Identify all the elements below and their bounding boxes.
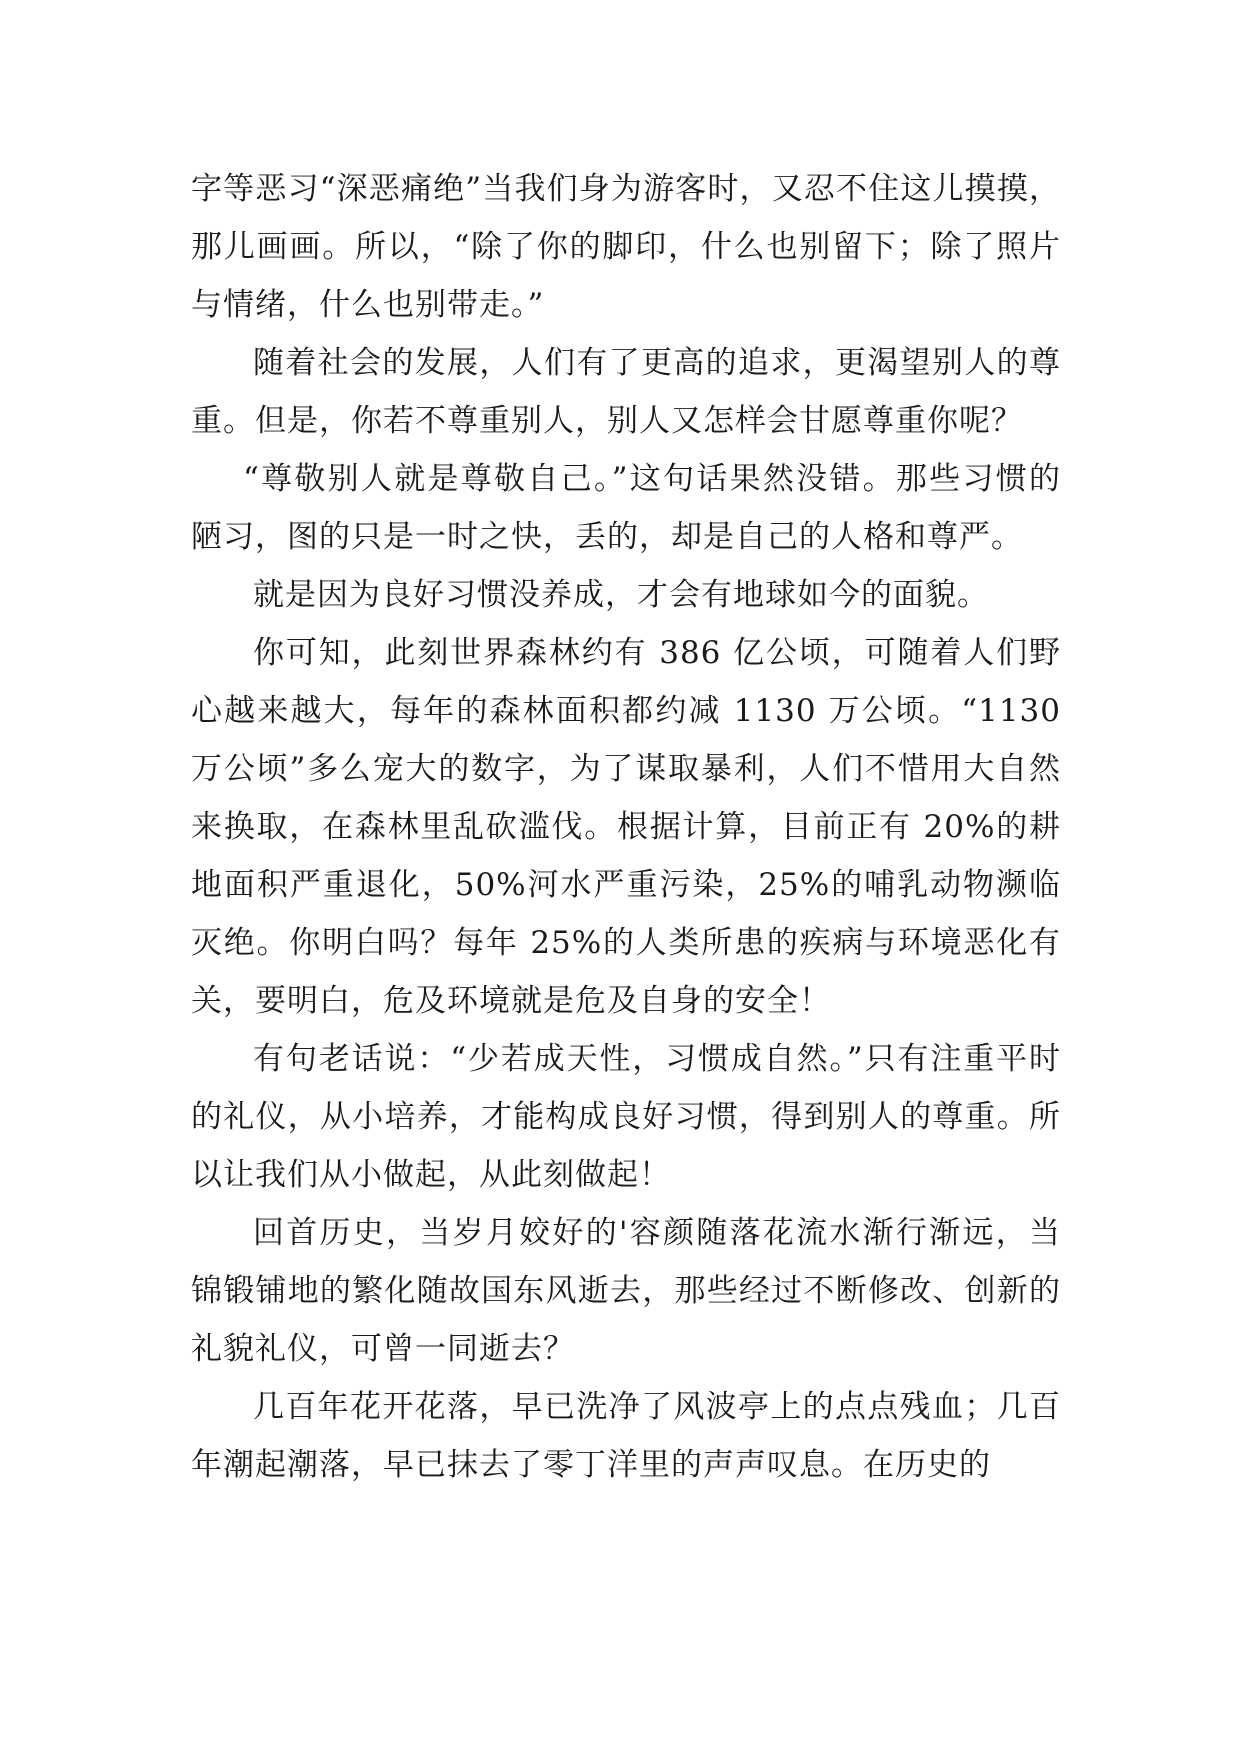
- paragraph-4: 就是因为良好习惯没养成，才会有地球如今的面貌。: [253, 577, 989, 613]
- document-body: [191, 160, 1061, 1494]
- paragraph-5: 你可知，此刻世界森林约有 386 亿公顷，可随着人们野心越来越大，每年的森林面积都约减 1130 万公顷。“1130 万公顷”多么宠大的数字，为了谋取暴利，人们不惜用大自然来换取，在森林里乱砍滥伐。根据计算，目前正有 20%的耕地面积严重退化，50%河水严重污染，25%的哺乳动物濒临灭绝。你明白吗？每年 25%的人类所患的疾病与环境恶化有关，要明白，危及环境就是危及自身的安全！: [191, 635, 1061, 1019]
- paragraph-3: “尊敬别人就是尊敬自己。”这句话果然没错。那些习惯的陋习，图的只是一时之快，丢的，却是自己的人格和尊严。: [191, 461, 1061, 555]
- paragraph-1: 字等恶习“深恶痛绝”当我们身为游客时，又忍不住这儿摸摸，那儿画画。所以，“除了你的脚印，什么也别留下；除了照片与情绪，什么也别带走。”: [191, 171, 1061, 323]
- paragraph-6: 有句老话说：“少若成天性，习惯成自然。”只有注重平时的礼仪，从小培养，才能构成良好习惯，得到别人的尊重。所以让我们从小做起，从此刻做起！: [191, 1041, 1061, 1193]
- paragraph-8: 几百年花开花落，早已洗净了风波亭上的点点残血；几百年潮起潮落，早已抹去了零丁洋里的声声叹息。在历史的: [191, 1389, 1061, 1483]
- paragraph-2: 随着社会的发展，人们有了更高的追求，更渴望别人的尊重。但是，你若不尊重别人，别人又怎样会甘愿尊重你呢？: [191, 345, 1061, 439]
- paragraph-7: 回首历史，当岁月姣好的'容颜随落花流水渐行渐远，当锦锻铺地的繁化随故国东风逝去，那些经过不断修改、创新的礼貌礼仪，可曾一同逝去？: [191, 1215, 1061, 1367]
